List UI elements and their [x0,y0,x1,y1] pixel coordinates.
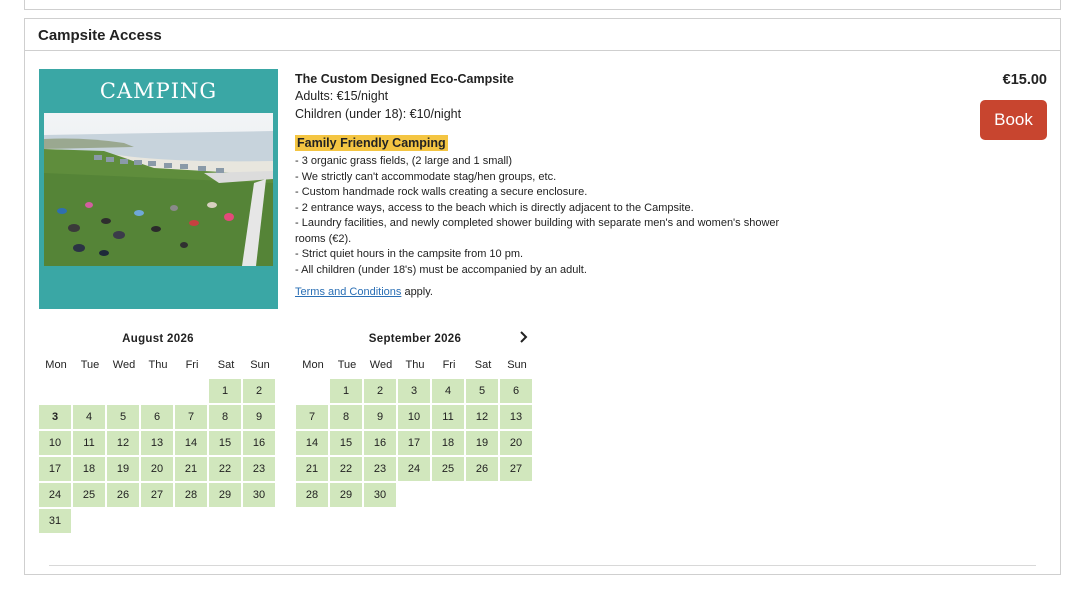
weekday-label: Mon [302,359,324,371]
calendar-day[interactable]: 19 [466,431,498,455]
calendar-day[interactable]: 21 [296,457,328,481]
calendar-day[interactable]: 22 [330,457,362,481]
campsite-photo [44,113,273,266]
weekday-label: Sat [217,359,235,371]
feature-list [295,154,815,278]
offer-title: The Custom Designed Eco-Campsite [295,72,514,86]
calendar-day[interactable]: 28 [175,483,207,507]
calendar-day[interactable]: 22 [209,457,241,481]
calendar-day[interactable]: 13 [500,405,532,429]
calendar-day[interactable]: 29 [209,483,241,507]
calendar-day[interactable]: 24 [39,483,71,507]
weekday-label: Mon [45,359,67,371]
calendar-day[interactable]: 1 [330,379,362,403]
book-button[interactable]: Book [980,100,1047,140]
feature-line: - 3 organic grass fields, (2 large and 1 small) [295,155,513,167]
feature-line: - Strict quiet hours in the campsite from 10 pm. [295,248,524,260]
chevron-right-icon[interactable] [519,330,529,347]
calendar-day[interactable]: 31 [39,509,71,533]
weekday-label: Fri [185,359,199,371]
calendar-day[interactable]: 9 [364,405,396,429]
calendar-day[interactable]: 23 [243,457,275,481]
calendar-day[interactable]: 18 [432,431,464,455]
calendar-day[interactable]: 19 [107,457,139,481]
weekday-label: Tue [337,359,357,371]
calendar-day[interactable]: 18 [73,457,105,481]
calendar-day[interactable]: 26 [466,457,498,481]
weekday-label: Tue [80,359,100,371]
offer-info [295,71,815,298]
calendar-day[interactable]: 27 [141,483,173,507]
feature-line: - Laundry facilities, and newly completed shower building with separate men's and women's shower [295,217,780,229]
calendar-day[interactable]: 2 [243,379,275,403]
day-grid [39,379,275,533]
calendar-day[interactable]: 7 [175,405,207,429]
feature-line: - 2 entrance ways, access to the beach which is directly adjacent to the Campsite. [295,201,694,214]
calendar-day[interactable]: 27 [500,457,532,481]
calendar-day[interactable]: 8 [330,405,362,429]
calendar-day[interactable]: 11 [432,405,464,429]
calendar-day[interactable]: 16 [243,431,275,455]
weekday-label: Sat [474,359,492,371]
calendar-day[interactable]: 3 [39,405,71,429]
empty-day-cell [107,379,139,403]
calendar-day[interactable]: 2 [364,379,396,403]
empty-day-cell [73,379,105,403]
feature-line: rooms (€2). [295,232,352,245]
calendar-day[interactable]: 26 [107,483,139,507]
calendar-day[interactable]: 13 [141,431,173,455]
calendar-day[interactable]: 29 [330,483,362,507]
calendar-day[interactable]: 12 [466,405,498,429]
divider [49,565,1036,566]
calendar-month-title: September 2026 [368,333,462,345]
calendar-day[interactable]: 6 [141,405,173,429]
calendar-day[interactable]: 10 [39,431,71,455]
calendar-day[interactable]: 23 [364,457,396,481]
calendar-day[interactable]: 30 [364,483,396,507]
calendar-day[interactable]: 3 [398,379,430,403]
weekday-label: Fri [442,359,456,371]
adult-rate: Adults: €15/night [295,89,389,103]
calendar-day[interactable]: 16 [364,431,396,455]
calendar-month-title: August 2026 [122,333,194,345]
terms-line [295,286,815,298]
calendar-day[interactable]: 25 [73,483,105,507]
calendar-day[interactable]: 20 [500,431,532,455]
previous-panel [24,0,1061,10]
weekday-label: Sun [507,359,527,371]
terms-and-conditions-link[interactable]: Terms and Conditions [295,286,402,298]
terms-suffix: apply. [401,286,433,298]
weekday-header [296,359,534,371]
calendar-day[interactable]: 7 [296,405,328,429]
calendar-day[interactable]: 17 [39,457,71,481]
campsite-access-panel [24,18,1061,575]
feature-line: - We strictly can't accommodate stag/hen groups, etc. [295,170,557,183]
child-rate: Children (under 18): €10/night [295,107,462,121]
calendar-day[interactable]: 1 [209,379,241,403]
calendar-day[interactable]: 28 [296,483,328,507]
calendar-day[interactable]: 4 [432,379,464,403]
calendar-day[interactable]: 17 [398,431,430,455]
weekday-label: Wed [112,359,136,371]
feature-line: - All children (under 18's) must be accompanied by an adult. [295,263,587,276]
calendar-day[interactable]: 12 [107,431,139,455]
calendar-day[interactable]: 8 [209,405,241,429]
feature-line: - Custom handmade rock walls creating a secure enclosure. [295,186,588,198]
price-label: €15.00 [1002,72,1047,88]
weekday-label: Sun [250,359,270,371]
calendar-day[interactable]: 21 [175,457,207,481]
weekday-label: Thu [405,359,425,371]
calendar-day[interactable]: 30 [243,483,275,507]
calendar-day[interactable]: 20 [141,457,173,481]
family-friendly-highlight: Family Friendly Camping [297,136,446,150]
calendar-day[interactable]: 24 [398,457,430,481]
calendar-day[interactable]: 14 [296,431,328,455]
day-grid [296,379,532,507]
calendar-day[interactable]: 25 [432,457,464,481]
campsite-image [39,69,278,309]
calendar-day[interactable]: 9 [243,405,275,429]
calendar-day[interactable]: 4 [73,405,105,429]
calendar-day[interactable]: 6 [500,379,532,403]
calendar-day[interactable]: 11 [73,431,105,455]
calendar-day[interactable]: 15 [209,431,241,455]
calendar-day[interactable]: 5 [466,379,498,403]
weekday-label: Wed [369,359,393,371]
section-title: Campsite Access [25,19,1060,51]
weekday-label: Thu [148,359,168,371]
image-label: CAMPING [99,79,218,103]
empty-day-cell [296,379,328,403]
calendar-day[interactable]: 10 [398,405,430,429]
empty-day-cell [39,379,71,403]
calendar-day[interactable]: 14 [175,431,207,455]
calendar-day[interactable]: 15 [330,431,362,455]
weekday-header [39,359,277,371]
empty-day-cell [175,379,207,403]
empty-day-cell [141,379,173,403]
calendar-day[interactable]: 5 [107,405,139,429]
